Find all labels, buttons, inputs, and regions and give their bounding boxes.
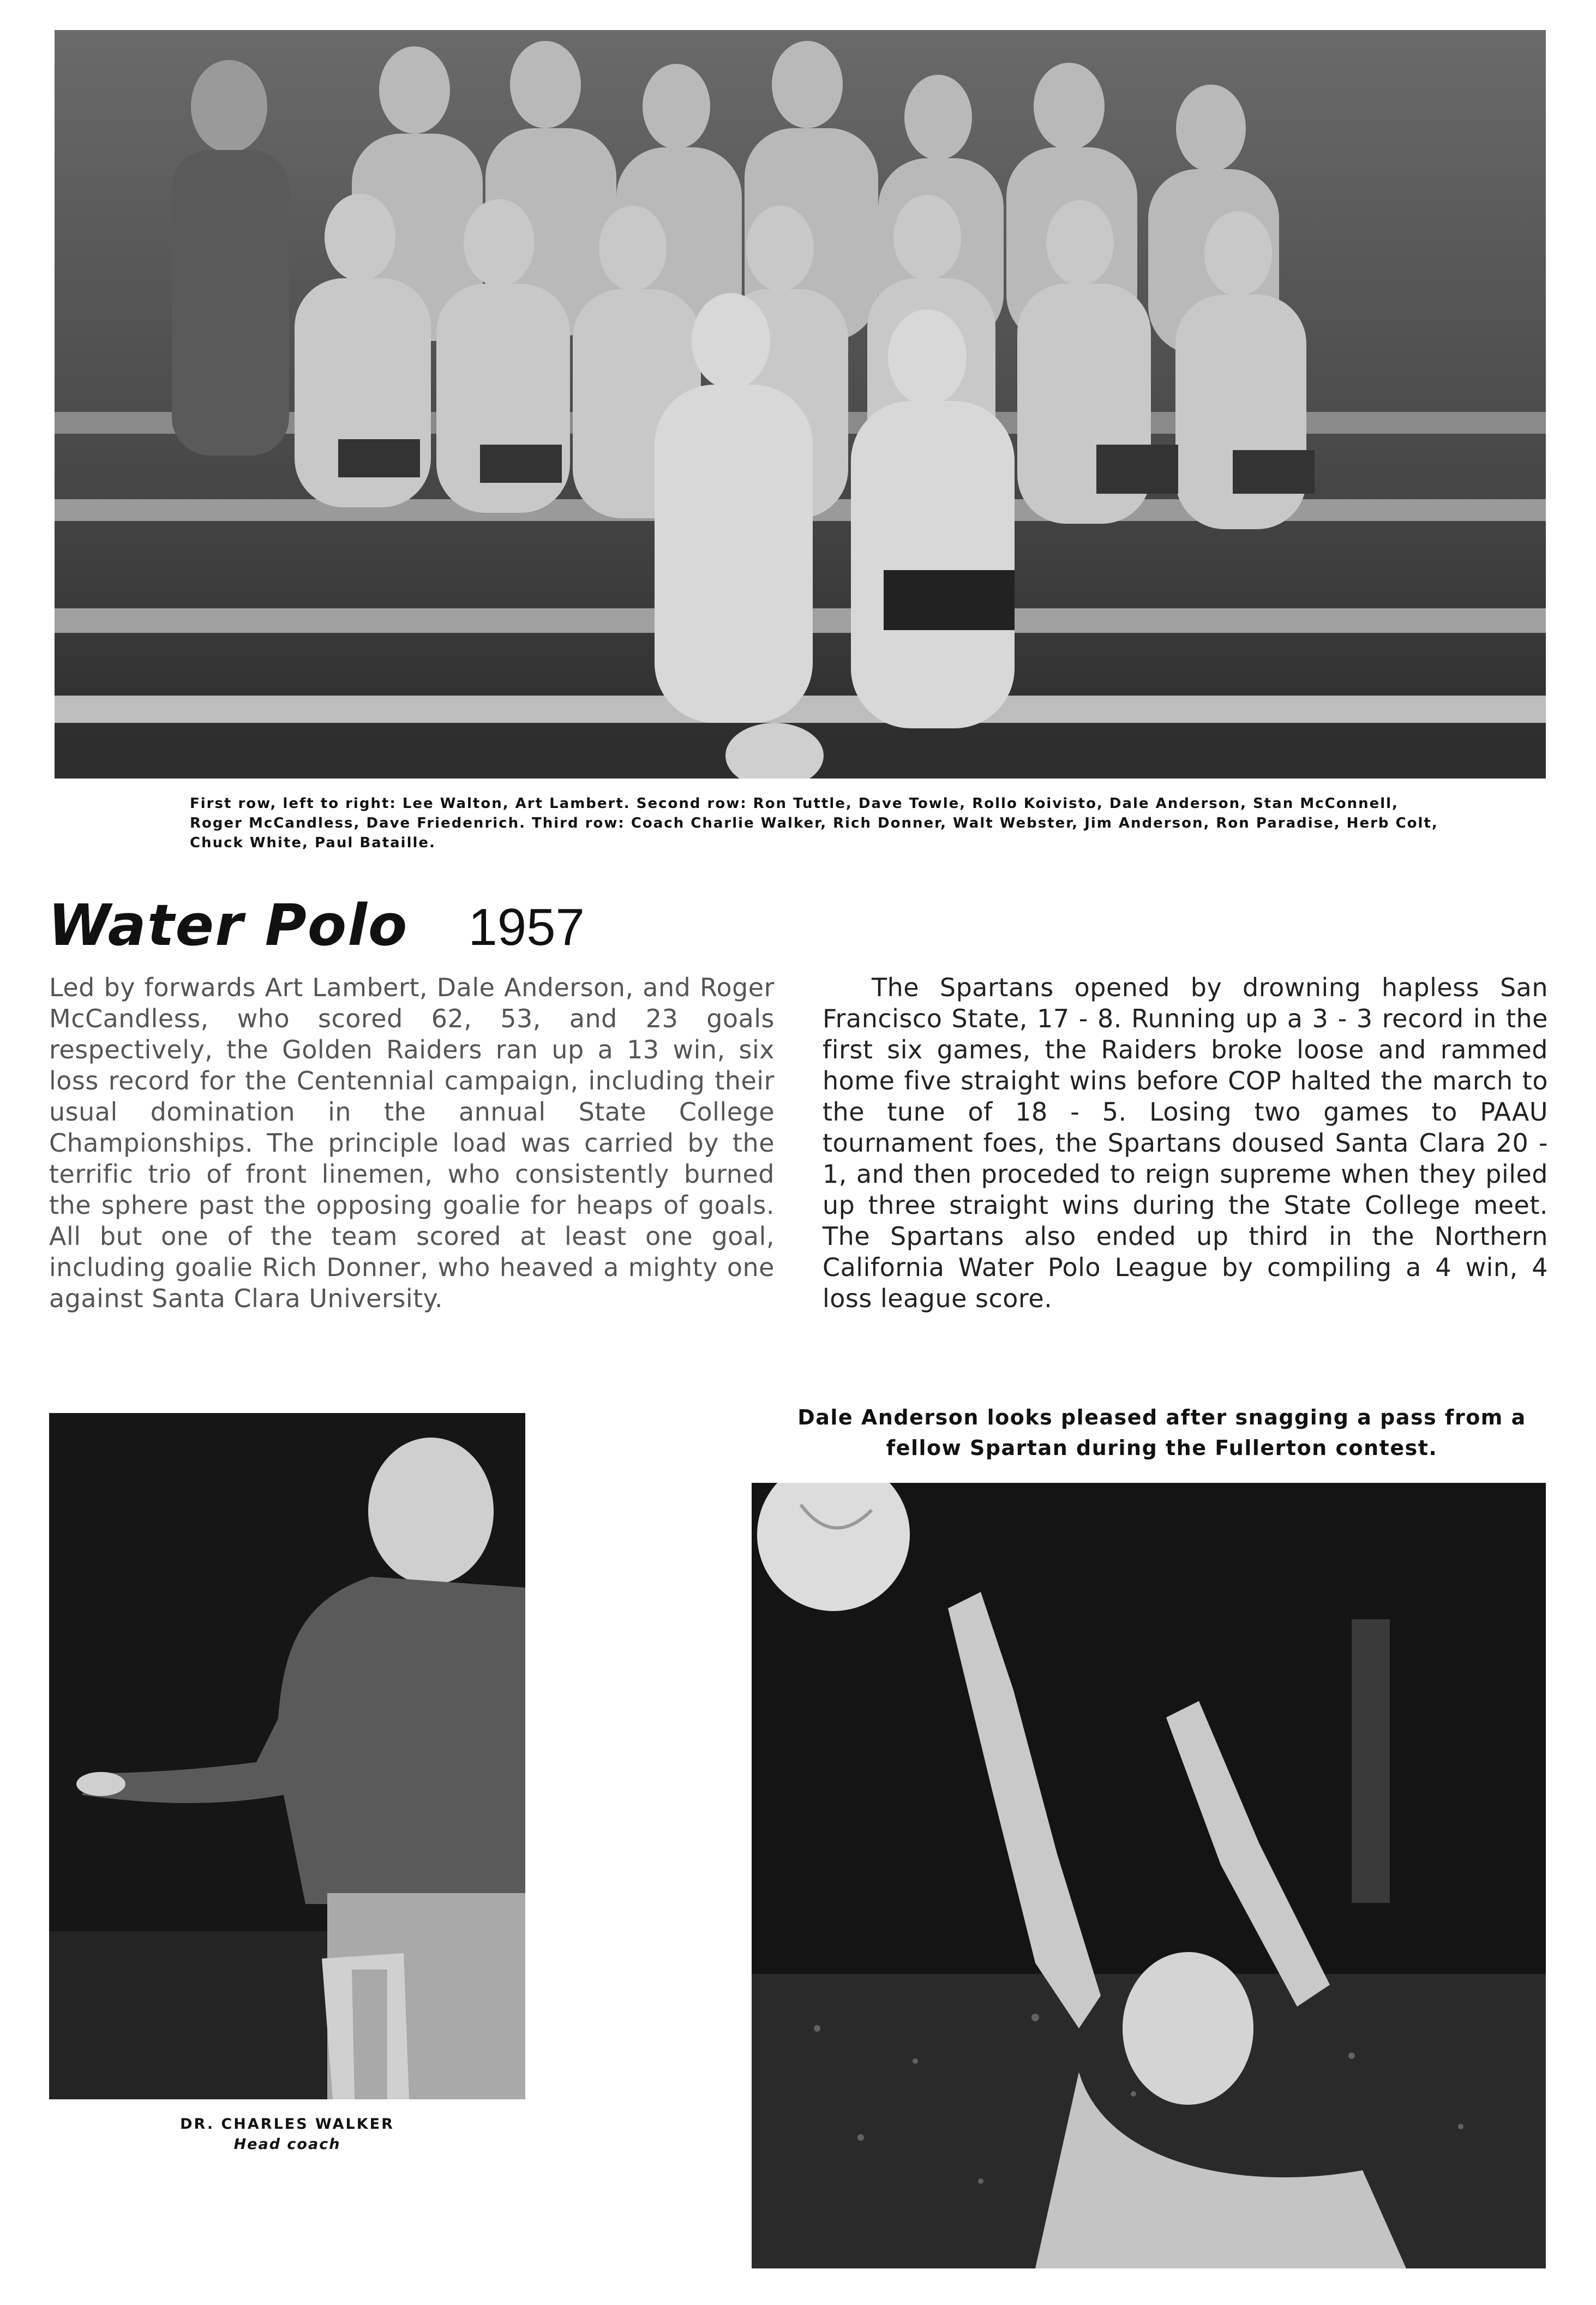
page-year: 1957 (468, 898, 585, 956)
coach-role: Head coach (233, 2136, 341, 2153)
action-photo-caption: Dale Anderson looks pleased after snagging a pass from a fellow Spartan during the Fullerton contest. (797, 1405, 1526, 1460)
article-right-column: The Spartans opened by drowning hapless San Francisco State, 17 - 8. Running up a 3 - 3 record in the first six games, the Raiders broke loose and rammed home five straight wins before COP halted the march to the tune of 18 - 5. Losing two games to PAAU tournament foes, the Spartans doused Santa Clara 20 - 1, and then proceded to reign supreme when they piled up three straight wins during the State College meet. The Spartans also ended up third in the Northern California Water Polo League by compiling a 4 win, 4 loss league score. (823, 973, 1548, 1313)
coach-name: DR. CHARLES WALKER (180, 2116, 394, 2133)
section-heading (48, 892, 585, 963)
page-title: Water Polo (48, 892, 409, 959)
action-photo (752, 1483, 1546, 2268)
article-left-column: Led by forwards Art Lambert, Dale Anderson, and Roger McCandless, who scored 62, 53, and 23 goals respectively, the Golden Raiders ran up a 13 win, six loss record for the Centennial campaign, including their usual domination in the annual State College Championships. The principle load was carried by the terrific trio of front linemen, who consistently burned the sphere past the opposing goalie for heaps of goals. All but one of the team scored at least one goal, including goalie Rich Donner, who heaved a mighty one against Santa Clara University. (49, 973, 775, 1313)
coach-photo (49, 1413, 525, 2099)
coach-photo-caption (49, 2116, 525, 2153)
team-photo-caption: First row, left to right: Lee Walton, Art Lambert. Second row: Ron Tuttle, Dave Towle, Rollo Koivisto, Dale Anderson, Stan McConnell, Roger McCandless, Dave Friedenrich. Third row: Coach Charlie Walker, Rich Donner, Walt Webster, Jim Anderson, Ron Paradise, Herb Colt, Chuck White, Paul Bataille. (190, 795, 1438, 851)
team-photo (55, 30, 1546, 779)
